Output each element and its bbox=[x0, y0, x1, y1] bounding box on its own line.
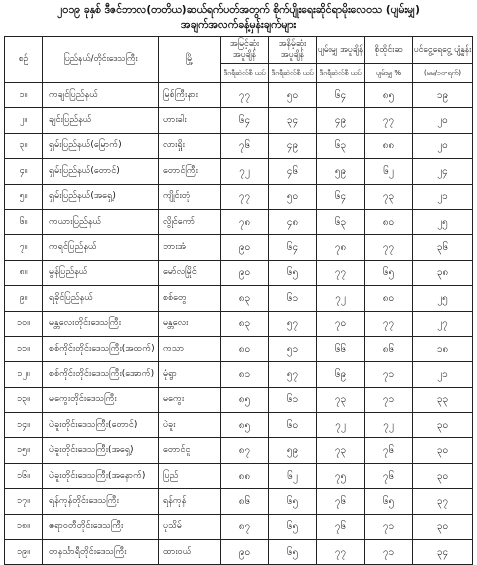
row-region: တနင်္သာရီတိုင်းဒေသကြီး bbox=[43, 540, 159, 565]
row-humidity: ၈၅ bbox=[365, 83, 413, 108]
row-region: ရှမ်းပြည်နယ်(တောင်) bbox=[43, 159, 159, 184]
row-region: မန္တလေးတိုင်းဒေသကြီး bbox=[43, 311, 159, 336]
row-max-temp: ၈၃ bbox=[221, 286, 269, 311]
row-min-temp: ၃၄ bbox=[269, 108, 317, 133]
row-city: ထားဝယ် bbox=[159, 540, 221, 565]
table-row bbox=[5, 159, 473, 184]
row-humidity: ၇၇ bbox=[365, 311, 413, 336]
row-rain: ၃၀ bbox=[413, 413, 473, 438]
row-rain: ၃၀ bbox=[413, 514, 473, 539]
row-avg-temp: ၇၈ bbox=[317, 235, 365, 260]
header-no: စဉ် bbox=[5, 37, 43, 83]
row-max-temp: ၉၀ bbox=[221, 260, 269, 285]
row-max-temp: ၈၃ bbox=[221, 311, 269, 336]
row-rain: ၂၁ bbox=[413, 184, 473, 209]
row-rain: ၂၇ bbox=[413, 311, 473, 336]
row-avg-temp: ၇၇ bbox=[317, 540, 365, 565]
row-humidity: ၆၅ bbox=[365, 260, 413, 285]
row-max-temp: ၇၇ bbox=[221, 83, 269, 108]
header-humidity: စိုထိုင်းဆ bbox=[365, 37, 413, 64]
row-avg-temp: ၆၄ bbox=[317, 184, 365, 209]
row-humidity: ၇၃ bbox=[365, 184, 413, 209]
row-no: ၁၈။ bbox=[5, 514, 43, 539]
row-min-temp: ၆၁ bbox=[269, 286, 317, 311]
row-no: ၁၉။ bbox=[5, 540, 43, 565]
row-no: ၁၇။ bbox=[5, 489, 43, 514]
row-rain: ၃၇ bbox=[413, 489, 473, 514]
row-avg-temp: ၅၉ bbox=[317, 159, 365, 184]
row-avg-temp: ၆၄ bbox=[317, 83, 365, 108]
row-max-temp: ၈၇ bbox=[221, 438, 269, 463]
table-row bbox=[5, 108, 473, 133]
row-region: ကရင်ပြည်နယ် bbox=[43, 235, 159, 260]
row-min-temp: ၅၇ bbox=[269, 311, 317, 336]
row-region: စစ်ကိုင်းတိုင်းဒေသကြီး(အထက်) bbox=[43, 336, 159, 361]
row-no: ၁၃။ bbox=[5, 387, 43, 412]
row-humidity: ၇၁ bbox=[365, 362, 413, 387]
row-rain: ၃၈ bbox=[413, 260, 473, 285]
table-row bbox=[5, 362, 473, 387]
table-row bbox=[5, 438, 473, 463]
row-city: ရန်ကုန် bbox=[159, 489, 221, 514]
row-avg-temp: ၇၀ bbox=[317, 311, 365, 336]
row-city: မြစ်ကြီးနား bbox=[159, 83, 221, 108]
unit-min-temp: ဒီဂရီဆဲလ်စီ ယပ် bbox=[269, 64, 317, 83]
row-city: ပုသိမ် bbox=[159, 514, 221, 539]
table-row bbox=[5, 336, 473, 361]
row-humidity: ၇၆ bbox=[365, 438, 413, 463]
row-region: ချင်းပြည်နယ် bbox=[43, 108, 159, 133]
table-row bbox=[5, 235, 473, 260]
table-row bbox=[5, 540, 473, 565]
unit-humidity: ပျမ်းမျှ % bbox=[365, 64, 413, 83]
row-avg-temp: ၇၇ bbox=[317, 260, 365, 285]
row-max-temp: ၈၅ bbox=[221, 413, 269, 438]
row-rain: ၂၅ bbox=[413, 209, 473, 234]
row-no: ၇။ bbox=[5, 235, 43, 260]
row-region: ကချင်ပြည်နယ် bbox=[43, 83, 159, 108]
row-rain: ၂၁ bbox=[413, 362, 473, 387]
table-row bbox=[5, 209, 473, 234]
row-min-temp: ၅၇ bbox=[269, 362, 317, 387]
header-row bbox=[5, 37, 473, 64]
row-no: ၉။ bbox=[5, 286, 43, 311]
row-city: ပြည် bbox=[159, 463, 221, 488]
row-region: စစ်ကိုင်းတိုင်းဒေသကြီး(အောက်) bbox=[43, 362, 159, 387]
row-rain: ၁၉ bbox=[413, 83, 473, 108]
row-region: ရခိုင်ပြည်နယ် bbox=[43, 286, 159, 311]
row-no: ၅။ bbox=[5, 184, 43, 209]
row-avg-temp: ၇၃ bbox=[317, 438, 365, 463]
header-max-temp: အမြင့်ဆုံး အပူချိန် bbox=[221, 37, 269, 64]
row-city: ဘားအံ bbox=[159, 235, 221, 260]
title-line-2: အချက်အလက်ခန့်မှန်းချက်များ bbox=[180, 19, 297, 31]
row-region: ရှမ်းပြည်နယ်(မြောက်) bbox=[43, 133, 159, 158]
header-min-temp: အနိမ့်ဆုံး အပူချိန် bbox=[269, 37, 317, 64]
table-row bbox=[5, 83, 473, 108]
row-no: ၈။ bbox=[5, 260, 43, 285]
header-rain: ပင်ငွေ့ရေငွေ့ ပျံ့နှုန်း bbox=[413, 37, 473, 64]
row-avg-temp: ၇၂ bbox=[317, 413, 365, 438]
row-city: လွိုင်ကော် bbox=[159, 209, 221, 234]
row-no: ၁၆။ bbox=[5, 463, 43, 488]
row-region: ရှမ်းပြည်နယ်(အရှေ့) bbox=[43, 184, 159, 209]
row-rain: ၃၀ bbox=[413, 438, 473, 463]
row-max-temp: ၇၇ bbox=[221, 184, 269, 209]
row-humidity: ၈၀ bbox=[365, 286, 413, 311]
unit-max-temp: ဒီဂရီဆဲလ်စီ ယပ် bbox=[221, 64, 269, 83]
row-rain: ၃၄ bbox=[413, 540, 473, 565]
row-no: ၁၁။ bbox=[5, 336, 43, 361]
row-avg-temp: ၇၆ bbox=[317, 514, 365, 539]
row-min-temp: ၅၀ bbox=[269, 83, 317, 108]
row-city: ကသာ bbox=[159, 336, 221, 361]
row-humidity: ၇၇ bbox=[365, 108, 413, 133]
row-city: မန္တလေး bbox=[159, 311, 221, 336]
row-humidity: ၇၆ bbox=[365, 463, 413, 488]
row-rain: ၂၅ bbox=[413, 286, 473, 311]
row-rain: ၁၈ bbox=[413, 336, 473, 361]
row-humidity: ၇၇ bbox=[365, 235, 413, 260]
row-max-temp: ၈၅ bbox=[221, 387, 269, 412]
row-avg-temp: ၆၃ bbox=[317, 133, 365, 158]
row-avg-temp: ၇၅ bbox=[317, 463, 365, 488]
row-city: စစ်တွေ bbox=[159, 286, 221, 311]
table-row bbox=[5, 286, 473, 311]
row-humidity: ၈၀ bbox=[365, 209, 413, 234]
row-city: ဟားခါး bbox=[159, 108, 221, 133]
row-city: မုံရွာ bbox=[159, 362, 221, 387]
row-humidity: ၆၅ bbox=[365, 489, 413, 514]
row-min-temp: ၄၈ bbox=[269, 209, 317, 234]
row-avg-temp: ၄၉ bbox=[317, 108, 365, 133]
row-humidity: ၇၁ bbox=[365, 540, 413, 565]
row-city: မကွေး bbox=[159, 387, 221, 412]
table-row bbox=[5, 387, 473, 412]
row-humidity: ၇၂ bbox=[365, 413, 413, 438]
unit-rain: (မမ/၁၀-ရက်) bbox=[413, 64, 473, 83]
table-row bbox=[5, 260, 473, 285]
row-no: ၄။ bbox=[5, 159, 43, 184]
row-min-temp: ၆၅ bbox=[269, 260, 317, 285]
row-city: တောင်ကြီး bbox=[159, 159, 221, 184]
table-row bbox=[5, 413, 473, 438]
row-no: ၁၂။ bbox=[5, 362, 43, 387]
row-no: ၁။ bbox=[5, 83, 43, 108]
row-avg-temp: ၇၃ bbox=[317, 387, 365, 412]
row-max-temp: ၇၈ bbox=[221, 209, 269, 234]
table-row bbox=[5, 463, 473, 488]
row-region: ဧရာဝတီတိုင်းဒေသကြီး bbox=[43, 514, 159, 539]
table-row bbox=[5, 514, 473, 539]
row-region: ရန်ကုန်တိုင်းဒေသကြီး bbox=[43, 489, 159, 514]
row-avg-temp: ၇၆ bbox=[317, 489, 365, 514]
row-no: ၂။ bbox=[5, 108, 43, 133]
row-max-temp: ၈၀ bbox=[221, 336, 269, 361]
row-no: ၆။ bbox=[5, 209, 43, 234]
row-min-temp: ၆၅ bbox=[269, 540, 317, 565]
row-region: ပဲခူးတိုင်းဒေသကြီး(အနောက်) bbox=[43, 463, 159, 488]
header-city: မြို့ bbox=[159, 37, 221, 83]
row-min-temp: ၆၂ bbox=[269, 463, 317, 488]
header-region: ပြည်နယ်/တိုင်းဒေသကြီး bbox=[43, 37, 159, 83]
row-min-temp: ၄၆ bbox=[269, 159, 317, 184]
row-max-temp: ၈၁ bbox=[221, 362, 269, 387]
row-min-temp: ၄၉ bbox=[269, 133, 317, 158]
table-row bbox=[5, 489, 473, 514]
row-humidity: ၈၈ bbox=[365, 133, 413, 158]
row-city: တောင်ငူ bbox=[159, 438, 221, 463]
row-no: ၁၅။ bbox=[5, 438, 43, 463]
row-rain: ၃၆ bbox=[413, 235, 473, 260]
row-city: ကျိုင်းတုံ bbox=[159, 184, 221, 209]
row-no: ၁၀။ bbox=[5, 311, 43, 336]
document-title bbox=[0, 3, 477, 33]
row-humidity: ၆၂ bbox=[365, 159, 413, 184]
table-row bbox=[5, 311, 473, 336]
row-max-temp: ၉၀ bbox=[221, 235, 269, 260]
row-min-temp: ၆၄ bbox=[269, 235, 317, 260]
row-humidity: ၇၁ bbox=[365, 514, 413, 539]
row-humidity: ၇၁ bbox=[365, 387, 413, 412]
row-min-temp: ၅၁ bbox=[269, 336, 317, 361]
header-avg-temp: ပျမ်းမျှ အပူချိန် bbox=[317, 37, 365, 64]
row-rain: ၃၃ bbox=[413, 387, 473, 412]
row-max-temp: ၇၂ bbox=[221, 159, 269, 184]
row-min-temp: ၅၀ bbox=[269, 184, 317, 209]
row-region: ကယားပြည်နယ် bbox=[43, 209, 159, 234]
row-min-temp: ၅၉ bbox=[269, 438, 317, 463]
row-avg-temp: ၇၂ bbox=[317, 286, 365, 311]
row-max-temp: ၈၆ bbox=[221, 489, 269, 514]
row-rain: ၂၀ bbox=[413, 133, 473, 158]
row-humidity: ၈၆ bbox=[365, 336, 413, 361]
row-rain: ၃၀ bbox=[413, 463, 473, 488]
row-min-temp: ၆၅ bbox=[269, 514, 317, 539]
row-region: မွန်ပြည်နယ် bbox=[43, 260, 159, 285]
row-avg-temp: ၆၆ bbox=[317, 336, 365, 361]
row-no: ၃။ bbox=[5, 133, 43, 158]
row-max-temp: ၈၈ bbox=[221, 463, 269, 488]
row-max-temp: ၈၇ bbox=[221, 514, 269, 539]
row-rain: ၂၀ bbox=[413, 108, 473, 133]
table-row bbox=[5, 184, 473, 209]
table-row bbox=[5, 133, 473, 158]
row-min-temp: ၆၀ bbox=[269, 413, 317, 438]
row-city: မော်လမြိုင် bbox=[159, 260, 221, 285]
row-max-temp: ၉၀ bbox=[221, 540, 269, 565]
row-avg-temp: ၆၉ bbox=[317, 362, 365, 387]
table-body bbox=[5, 83, 473, 565]
row-max-temp: ၆၄ bbox=[221, 108, 269, 133]
row-max-temp: ၇၆ bbox=[221, 133, 269, 158]
row-avg-temp: ၆၃ bbox=[317, 209, 365, 234]
row-city: လားရှိုး bbox=[159, 133, 221, 158]
title-line-1: ၂၀၁၉ ခုနှစ် ဒီဇင်ဘာလ(တတိယ)ဆယ်ရက်ပတ်အတွက် စိုက်ပျိုးရေးဆိုင်ရာမိုးလေဝသ (ပျမ်းမျှ) bbox=[57, 4, 420, 16]
row-region: ပဲခူးတိုင်းဒေသကြီး(အရှေ့) bbox=[43, 438, 159, 463]
row-region: မကွေးတိုင်းဒေသကြီး bbox=[43, 387, 159, 412]
weather-table bbox=[4, 36, 473, 565]
row-rain: ၂၄ bbox=[413, 159, 473, 184]
row-min-temp: ၆၁ bbox=[269, 387, 317, 412]
row-region: ပဲခူးတိုင်းဒေသကြီး(တောင်) bbox=[43, 413, 159, 438]
row-city: ပဲခူး bbox=[159, 413, 221, 438]
unit-avg-temp: ဒီဂရီဆဲလ်စီ ယပ် bbox=[317, 64, 365, 83]
row-min-temp: ၆၅ bbox=[269, 489, 317, 514]
row-no: ၁၄။ bbox=[5, 413, 43, 438]
